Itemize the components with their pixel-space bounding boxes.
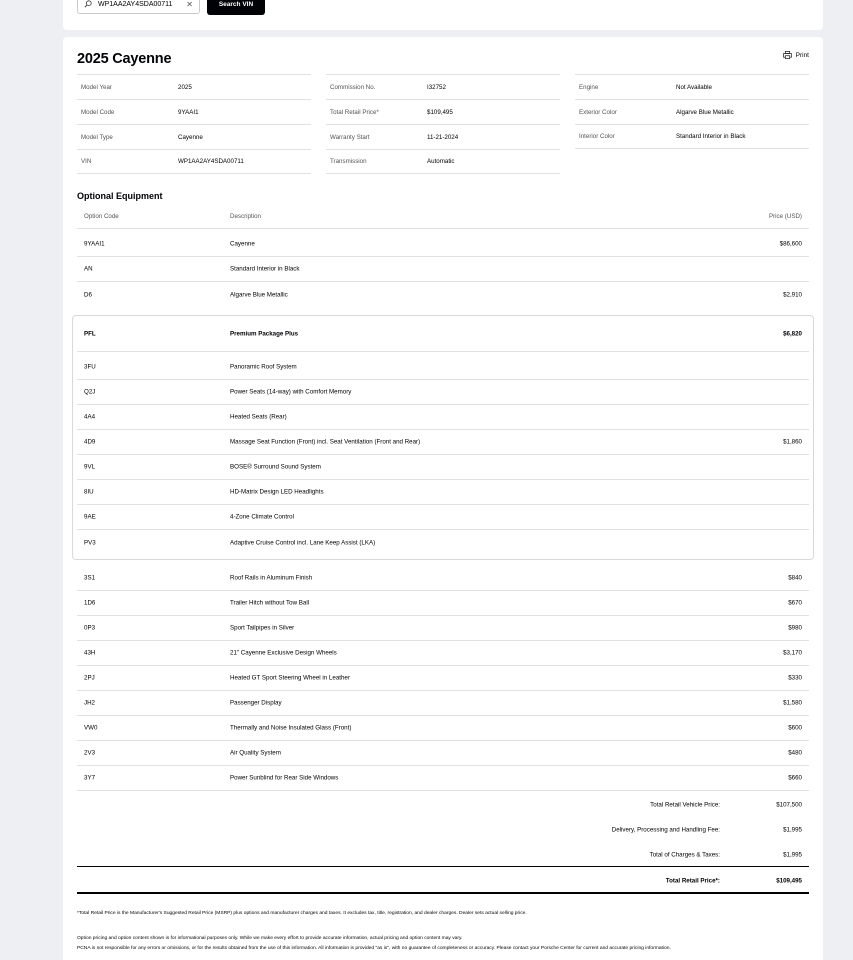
grand-total-value: $109,495 — [776, 877, 802, 884]
option-code: 9AE — [84, 513, 96, 521]
option-price: $1,580 — [783, 699, 802, 707]
total-label: Total of Charges & Taxes: — [649, 851, 720, 858]
spec-row — [575, 124, 809, 149]
option-code: 3FU — [84, 363, 96, 371]
spec-value: 2025 — [178, 83, 192, 91]
total-line — [77, 792, 809, 817]
option-row — [77, 282, 809, 307]
total-value: $1,995 — [783, 851, 802, 858]
spec-value: Standard Interior in Black — [676, 133, 746, 140]
option-row — [77, 591, 809, 616]
option-code: 2PJ — [84, 674, 95, 682]
option-price: $840 — [788, 574, 802, 582]
option-row — [77, 257, 809, 282]
vin-search-value: WP1AA2AY4SDA00711 — [98, 0, 173, 8]
option-row — [77, 566, 809, 591]
spec-row — [326, 74, 560, 99]
option-row — [77, 232, 809, 257]
spec-column — [326, 74, 560, 174]
footnote-pricing: Option pricing and option content shown is for informational purposes only. While we make every effort to provide accurate information, actual pricing and option content may vary. — [77, 936, 463, 941]
option-price: $600 — [788, 724, 802, 732]
spec-label: Commission No. — [330, 83, 376, 91]
option-row — [77, 505, 809, 530]
option-description: Power Seats (14-way) with Comfort Memory — [230, 388, 352, 396]
option-price: $660 — [788, 774, 802, 782]
spec-column — [575, 74, 809, 149]
vin-search-bar — [63, 0, 823, 30]
spec-row — [326, 149, 560, 174]
option-row — [77, 530, 809, 555]
spec-value: I32752 — [427, 83, 446, 91]
option-description: Roof Rails in Aluminum Finish — [230, 574, 313, 582]
option-description: Heated Seats (Rear) — [230, 413, 287, 421]
column-price: Price (USD) — [768, 213, 802, 220]
option-description: Thermally and Noise Insulated Glass (Front) — [230, 724, 352, 732]
optional-equipment-heading: Optional Equipment — [77, 191, 163, 201]
option-row — [77, 355, 809, 380]
option-code: 3Y7 — [84, 774, 96, 782]
print-label: Print — [795, 51, 809, 59]
printer-icon — [783, 51, 792, 59]
option-price: $330 — [788, 674, 802, 682]
spec-row — [77, 99, 311, 124]
column-description: Description — [230, 213, 261, 220]
option-description: 4-Zone Climate Control — [230, 513, 294, 521]
vehicle-details-card — [63, 37, 823, 960]
option-description: Premium Package Plus — [230, 330, 299, 337]
spec-label: Transmission — [330, 158, 367, 165]
option-code: AN — [84, 265, 93, 273]
spec-row — [77, 74, 311, 99]
spec-value: 9YAAI1 — [178, 108, 199, 116]
spec-label: Interior Color — [579, 133, 615, 140]
option-code: Q2J — [84, 388, 96, 396]
option-row — [77, 616, 809, 641]
options-table-header — [77, 205, 809, 229]
option-description: Algarve Blue Metallic — [230, 291, 288, 298]
option-description: 21" Cayenne Exclusive Design Wheels — [230, 649, 337, 657]
option-row — [77, 641, 809, 666]
divider — [77, 866, 809, 867]
option-row — [77, 741, 809, 766]
spec-row — [326, 124, 560, 149]
total-label: Total Retail Vehicle Price: — [650, 801, 720, 808]
spec-label: Model Code — [81, 108, 115, 116]
spec-label: Model Year — [81, 83, 112, 91]
spec-value: Automatic — [427, 158, 455, 165]
spec-row — [575, 74, 809, 99]
option-description: HD-Matrix Design LED Headlights — [230, 488, 324, 496]
spec-row — [77, 149, 311, 174]
option-row — [77, 430, 809, 455]
divider — [77, 892, 809, 894]
column-option-code: Option Code — [84, 213, 119, 220]
footnote-liability: PCNA is not responsible for any errors or omissions, or for the results obtained from the use of this information. All information is provided "as is", with no guarantee of completeness or accuracy. Please contact your Porsche Center for current and accurate pricing information. — [77, 945, 671, 951]
spec-label: Model Type — [81, 133, 113, 141]
grand-total-line — [77, 868, 809, 893]
option-description: Standard Interior in Black — [230, 265, 300, 273]
option-row — [77, 380, 809, 405]
spec-value: Not Available — [676, 83, 713, 91]
option-description: Massage Seat Function (Front) incl. Seat Ventilation (Front and Rear) — [230, 438, 421, 446]
option-code: PFL — [84, 330, 96, 337]
option-row — [77, 691, 809, 716]
spec-label: Warranty Start — [330, 133, 370, 141]
option-row — [77, 716, 809, 741]
option-code: 9YAAI1 — [84, 240, 105, 248]
page-title: 2025 Cayenne — [77, 51, 172, 67]
total-line — [77, 817, 809, 842]
spec-value: Algarve Blue Metallic — [676, 108, 734, 116]
footnote-msrp: *Total Retail Price is the Manufacturer's Suggested Retail Price (MSRP) plus options and manufacturer charges and taxes. It excludes tax, title, registration, and dealer charges. Dealer sets actual selling price. — [77, 911, 527, 916]
option-description: Heated GT Sport Steering Wheel in Leather — [230, 674, 350, 682]
option-code: D6 — [84, 291, 92, 298]
spec-label: Engine — [579, 83, 599, 91]
option-code: PV3 — [84, 539, 96, 546]
total-label: Delivery, Processing and Handling Fee: — [611, 826, 720, 833]
option-description: BOSE® Surround Sound System — [230, 463, 321, 471]
option-price: $980 — [788, 624, 802, 632]
option-row — [77, 766, 809, 791]
spec-row — [77, 124, 311, 149]
spec-value: 11-21-2024 — [427, 133, 459, 141]
total-line — [77, 842, 809, 867]
option-row — [77, 666, 809, 691]
clear-icon[interactable]: ✕ — [186, 0, 193, 9]
footnote-disclaimer — [77, 934, 797, 953]
option-row — [77, 316, 809, 352]
spec-label: Exterior Color — [579, 108, 617, 116]
spec-value: WP1AA2AY4SDA00711 — [178, 158, 244, 165]
option-price: $3,170 — [783, 649, 802, 657]
print-button[interactable] — [783, 51, 809, 59]
option-description: Passenger Display — [230, 699, 282, 707]
spec-value: Cayenne — [178, 133, 203, 141]
option-description: Trailer Hitch without Tow Ball — [230, 599, 310, 607]
spec-column — [77, 74, 311, 174]
option-description: Panoramic Roof System — [230, 363, 297, 371]
option-code: JH2 — [84, 699, 96, 707]
option-code: 9VL — [84, 463, 96, 471]
option-price: $670 — [788, 599, 802, 607]
spec-value: $109,495 — [427, 108, 453, 116]
option-price: $6,820 — [783, 330, 802, 337]
grand-total-label: Total Retail Price*: — [665, 877, 720, 884]
spec-label: VIN — [81, 158, 92, 165]
option-description: Air Quality System — [230, 749, 281, 757]
option-code: 0P3 — [84, 624, 96, 632]
search-icon — [84, 0, 92, 8]
option-price: $480 — [788, 749, 802, 757]
option-code: 43H — [84, 649, 96, 657]
option-price: $2,910 — [783, 291, 802, 298]
spec-row — [575, 99, 809, 124]
option-description: Cayenne — [230, 240, 255, 248]
vin-search-input[interactable] — [77, 0, 200, 14]
option-code: 2V3 — [84, 749, 96, 757]
search-vin-button[interactable]: Search VIN — [207, 0, 265, 15]
option-row — [77, 455, 809, 480]
option-description: Adaptive Cruise Control incl. Lane Keep Assist (LKA) — [230, 539, 376, 546]
option-row — [77, 480, 809, 505]
option-code: VW0 — [84, 724, 98, 732]
option-price: $1,860 — [783, 438, 802, 446]
option-description: Sport Tailpipes in Silver — [230, 624, 295, 632]
option-code: 3S1 — [84, 574, 96, 582]
total-value: $107,500 — [776, 801, 802, 808]
option-description: Power Sunblind for Rear Side Windows — [230, 774, 339, 782]
option-code: 8IU — [84, 488, 94, 496]
option-code: 4A4 — [84, 413, 96, 421]
option-code: 1D6 — [84, 599, 96, 607]
option-price: $86,600 — [779, 240, 802, 248]
spec-row — [326, 99, 560, 124]
total-value: $1,995 — [783, 826, 802, 833]
option-row — [77, 405, 809, 430]
spec-label: Total Retail Price* — [330, 108, 379, 116]
option-code: 4D9 — [84, 438, 96, 446]
